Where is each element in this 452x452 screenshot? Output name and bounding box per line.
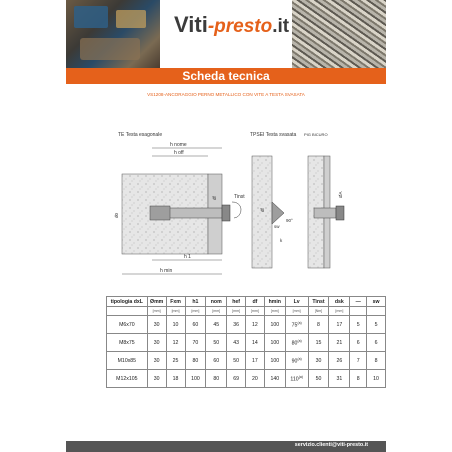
table-cell: 100 <box>264 334 285 352</box>
table-cell: [mm] <box>285 307 308 316</box>
table-cell: 80 <box>185 352 206 370</box>
table-cell <box>350 307 367 316</box>
footer-email[interactable]: servizio.clienti@viti-presto.it <box>294 442 368 448</box>
table-cell: 50 <box>227 352 246 370</box>
table-cell: 75$^{(a)}$ <box>285 316 308 334</box>
table-cell: 60 <box>185 316 206 334</box>
table-cell: 30 <box>147 352 166 370</box>
table-cell: hmin <box>264 297 285 307</box>
table-cell: 8 <box>367 352 386 370</box>
table-cell: 26 <box>329 352 350 370</box>
countersunk-head <box>272 202 284 224</box>
table-cell: 69 <box>227 370 246 388</box>
table-cell: [mm] <box>246 307 265 316</box>
table-cell: 21 <box>329 334 350 352</box>
table-cell: 110$^{(a)}$ <box>285 370 308 388</box>
left-drawing-title: TE Testa esagonale <box>118 132 163 138</box>
footer-bar <box>66 441 386 452</box>
table-cell: nom <box>206 297 227 307</box>
table-cell: 30 <box>147 334 166 352</box>
lv-note: (a) <box>298 374 303 379</box>
table-cell: [Nm] <box>308 307 329 316</box>
table-cell: 18 <box>166 370 185 388</box>
lv-note: (a) <box>297 320 302 325</box>
table-cell: 8 <box>308 316 329 334</box>
table-cell: 140 <box>264 370 285 388</box>
table-cell: 17 <box>246 352 265 370</box>
table-cell: Ømm <box>147 297 166 307</box>
table-cell: 100 <box>264 352 285 370</box>
table-cell <box>367 307 386 316</box>
table-cell: — <box>350 297 367 307</box>
table-cell <box>107 307 148 316</box>
table-row <box>107 352 386 370</box>
table-units-row <box>107 307 386 316</box>
table-cell: 20 <box>246 370 265 388</box>
table-cell: [mm] <box>147 307 166 316</box>
table-cell: 50 <box>308 370 329 388</box>
h-nom-label: h nome <box>170 142 187 148</box>
table-cell: 43 <box>227 334 246 352</box>
table-cell: 7 <box>350 352 367 370</box>
table-cell: 100 <box>185 370 206 388</box>
table-cell: [mm] <box>329 307 350 316</box>
table-cell: [mm] <box>206 307 227 316</box>
table-row <box>107 370 386 388</box>
table-cell: 80 <box>206 370 227 388</box>
title-bar <box>66 68 386 84</box>
h-min-label: h min <box>160 268 173 274</box>
table-cell: dsk <box>329 297 350 307</box>
table-cell: 30 <box>147 316 166 334</box>
dimensions-table <box>106 296 386 388</box>
data-sheet <box>66 0 386 452</box>
table-cell: 12 <box>246 316 265 334</box>
table-cell: 30 <box>308 352 329 370</box>
brand-logo: Viti-presto.it <box>174 12 290 37</box>
lv-note: (a) <box>297 356 302 361</box>
table-cell: 5 <box>350 316 367 334</box>
table-header-row <box>107 297 386 307</box>
table-cell: 80$^{(a)}$ <box>285 334 308 352</box>
anchor-sleeve <box>150 206 170 220</box>
k-label: k <box>280 238 283 243</box>
table-cell: h1 <box>185 297 206 307</box>
table-cell: Tinst <box>308 297 329 307</box>
table-cell: 10 <box>166 316 185 334</box>
da-label: ØA <box>338 191 343 198</box>
table-cell: [mm] <box>185 307 206 316</box>
table-cell: 70 <box>185 334 206 352</box>
table-cell: 31 <box>329 370 350 388</box>
table-cell: M6x70 <box>107 316 148 334</box>
table-cell: 10 <box>367 370 386 388</box>
lv-note: (a) <box>297 338 302 343</box>
d0-label: d0 <box>114 212 119 218</box>
mid-drawing-title: TPSEI Testa svasata <box>250 132 297 138</box>
table-cell: 50 <box>206 334 227 352</box>
table-row <box>107 316 386 334</box>
page-title: Scheda tecnica <box>182 69 270 83</box>
table-cell: tipologia dxL <box>107 297 148 307</box>
tinst-label: Tinst <box>234 194 245 200</box>
header-banner <box>66 0 386 68</box>
table-cell: 25 <box>166 352 185 370</box>
sw-label: sw <box>274 224 280 229</box>
table-cell: 30 <box>147 370 166 388</box>
df-label-mid: df <box>260 208 265 212</box>
table-cell: [mm] <box>166 307 185 316</box>
table-cell: 6 <box>367 334 386 352</box>
table-cell: 36 <box>227 316 246 334</box>
right-drawing-title: PIG BICURO <box>304 132 328 137</box>
table-cell: 15 <box>308 334 329 352</box>
table-cell: 14 <box>246 334 265 352</box>
table-cell: 17 <box>329 316 350 334</box>
table-cell: 100 <box>264 316 285 334</box>
df-label: df <box>212 196 217 200</box>
table-cell: Lv <box>285 297 308 307</box>
table-cell: hef <box>227 297 246 307</box>
table-cell: 6 <box>350 334 367 352</box>
hex-head <box>222 205 230 221</box>
deg-label: 90° <box>286 218 293 223</box>
h1-label: h 1 <box>184 254 191 260</box>
table-cell: 90$^{(a)}$ <box>285 352 308 370</box>
table-cell: 45 <box>206 316 227 334</box>
tools-photo <box>66 0 160 68</box>
table-cell: 60 <box>206 352 227 370</box>
technical-drawing <box>112 126 352 286</box>
h-off-label: h off <box>174 150 184 156</box>
table-cell: df <box>246 297 265 307</box>
table-cell: [mm] <box>227 307 246 316</box>
table-cell: sw <box>367 297 386 307</box>
product-subtitle: VS1208-ANCORAGGIO PERNO METALLICO CON VITE A TESTA SVASATA <box>147 92 305 97</box>
table-cell: M8x75 <box>107 334 148 352</box>
table-row <box>107 334 386 352</box>
screws-photo <box>292 0 386 68</box>
table-cell: M10x85 <box>107 352 148 370</box>
table-cell: Fxm <box>166 297 185 307</box>
table-cell: 12 <box>166 334 185 352</box>
table-cell: 8 <box>350 370 367 388</box>
table-cell: M12x105 <box>107 370 148 388</box>
table-cell: 5 <box>367 316 386 334</box>
table-cell: [mm] <box>264 307 285 316</box>
